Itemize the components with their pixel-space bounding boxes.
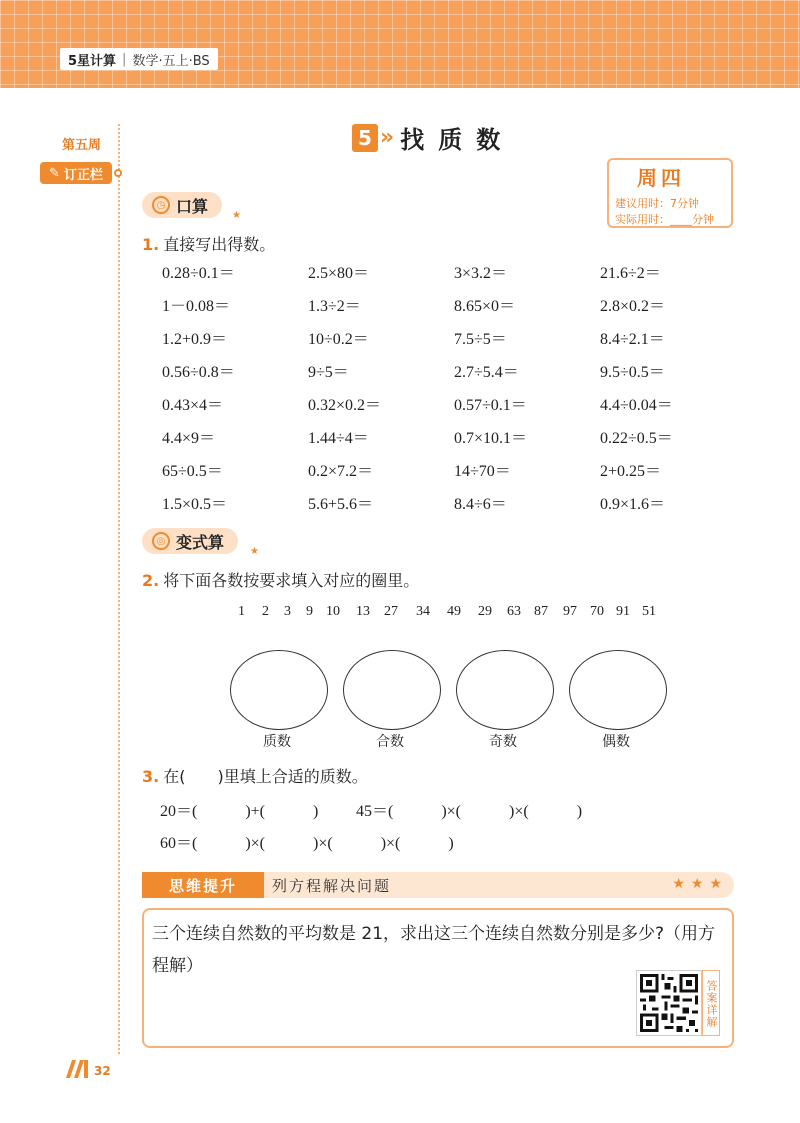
- arithmetic-item: 9.5÷0.5＝: [600, 364, 665, 381]
- answer-circle-composite[interactable]: [343, 650, 441, 730]
- question-3: [142, 764, 368, 787]
- arithmetic-item: 2.7÷5.4＝: [454, 364, 519, 381]
- suggested-time: 建议用时：7分钟: [615, 197, 699, 210]
- arithmetic-item: 3×3.2＝: [454, 265, 508, 282]
- question-3-text: 在( )里填上合适的质数。: [163, 767, 368, 786]
- arithmetic-item: 7.5÷5＝: [454, 331, 507, 348]
- circle-label-even: 偶数: [602, 734, 630, 750]
- brand-name: 5星计算: [68, 53, 117, 69]
- arithmetic-item: 0.2×7.2＝: [308, 463, 374, 480]
- arithmetic-item: 1－0.08＝: [162, 298, 231, 315]
- question-2-number: 2.: [142, 571, 160, 590]
- answer-circle-odd[interactable]: [456, 650, 554, 730]
- circle-label-composite: 合数: [376, 734, 404, 750]
- answer-circle-even[interactable]: [569, 650, 667, 730]
- arithmetic-item: 0.43×4＝: [162, 397, 224, 414]
- number-item: 1: [238, 604, 245, 619]
- lesson-title: [352, 120, 514, 155]
- arithmetic-item: 4.4×9＝: [162, 430, 216, 447]
- arithmetic-item: 0.9×1.6＝: [600, 496, 666, 513]
- arithmetic-item: 14÷70＝: [454, 463, 511, 480]
- number-item: 27: [384, 604, 398, 619]
- pencil-icon: ✎: [49, 165, 60, 181]
- arithmetic-item: 1.3÷2＝: [308, 298, 361, 315]
- number-item: 70: [590, 604, 604, 619]
- arithmetic-item: 0.57÷0.1＝: [454, 397, 527, 414]
- arithmetic-item: 65÷0.5＝: [162, 463, 223, 480]
- arithmetic-item: 0.32×0.2＝: [308, 397, 382, 414]
- target-icon: ◎: [152, 532, 170, 550]
- arithmetic-item: 1.2+0.9＝: [162, 331, 228, 348]
- circle-label-odd: 奇数: [489, 734, 517, 750]
- arithmetic-item: 8.4÷6＝: [454, 496, 507, 513]
- day-box: [607, 158, 733, 228]
- star-icon: ★: [250, 546, 259, 557]
- thinking-subtitle-bar: [258, 872, 734, 898]
- chevron-right-icon: »: [380, 125, 395, 150]
- arithmetic-item: 21.6÷2＝: [600, 265, 661, 282]
- equation-45: 45＝( )×( )×( ): [356, 803, 583, 820]
- number-item: 9: [306, 604, 313, 619]
- arithmetic-item: 9÷5＝: [308, 364, 349, 381]
- arithmetic-item: 0.28÷0.1＝: [162, 265, 235, 282]
- arithmetic-item: 2.5×80＝: [308, 265, 370, 282]
- thinking-tag: 思维提升: [142, 872, 264, 898]
- number-item: 3: [284, 604, 291, 619]
- number-item: 97: [563, 604, 577, 619]
- equation-60: 60＝( )×( )×( )×( ): [160, 835, 454, 852]
- number-item: 91: [616, 604, 630, 619]
- number-item: 49: [447, 604, 461, 619]
- arithmetic-item: 8.65×0＝: [454, 298, 516, 315]
- difficulty-stars: ★★★: [672, 876, 728, 892]
- star-icon: ★: [232, 210, 241, 221]
- question-2: [142, 568, 419, 591]
- arithmetic-item: 1.44÷4＝: [308, 430, 369, 447]
- correction-label: 订正栏: [63, 167, 103, 183]
- number-list: [238, 604, 662, 620]
- book-label: [60, 48, 218, 70]
- actual-time: 实际用时：____分钟: [615, 213, 714, 226]
- page-header: [0, 0, 800, 88]
- number-item: 51: [642, 604, 656, 619]
- thinking-subtitle: 列方程解决问题: [272, 876, 392, 895]
- day-name: 周四: [637, 166, 685, 190]
- qr-code-icon[interactable]: [636, 970, 702, 1036]
- thinking-problem: 三个连续自然数的平均数是 21，求出这三个连续自然数分别是多少?（用方程解）: [152, 924, 716, 976]
- number-item: 13: [356, 604, 370, 619]
- arithmetic-item: 2+0.25＝: [600, 463, 662, 480]
- answer-detail-label: 答案详解: [702, 970, 720, 1036]
- arithmetic-item: 0.7×10.1＝: [454, 430, 528, 447]
- arithmetic-item: 2.8×0.2＝: [600, 298, 666, 315]
- arithmetic-item: 4.4÷0.04＝: [600, 397, 673, 414]
- section-variant-label: 变式算: [176, 532, 225, 552]
- section-oral-label: 口算: [176, 196, 209, 216]
- week-label: 第五周: [62, 138, 102, 153]
- answer-circle-prime[interactable]: [230, 650, 328, 730]
- question-3-number: 3.: [142, 767, 160, 786]
- subject-label: 数学·五上·BS: [132, 53, 210, 69]
- page-number: 32: [94, 1064, 111, 1078]
- arithmetic-grid: [162, 262, 722, 526]
- arithmetic-item: 8.4÷2.1＝: [600, 331, 665, 348]
- book-stripes-icon: [64, 1058, 90, 1080]
- lesson-number: 5: [352, 124, 378, 152]
- correction-badge: [40, 162, 112, 184]
- question-1-text: 直接写出得数。: [163, 235, 276, 254]
- number-item: 87: [534, 604, 548, 619]
- correction-column-divider: [118, 124, 120, 1054]
- label-separator: |: [122, 51, 127, 67]
- number-item: 29: [478, 604, 492, 619]
- lesson-title-text: 找质数: [400, 126, 515, 154]
- question-1: [142, 232, 275, 255]
- arithmetic-item: 5.6+5.6＝: [308, 496, 374, 513]
- stopwatch-icon: ◷: [152, 196, 170, 214]
- number-item: 10: [326, 604, 340, 619]
- section-oral: [142, 192, 222, 218]
- number-item: 63: [507, 604, 521, 619]
- circle-label-prime: 质数: [263, 734, 291, 750]
- correction-dot: [114, 169, 122, 177]
- section-variant: [142, 528, 238, 554]
- number-item: 2: [262, 604, 269, 619]
- question-2-text: 将下面各数按要求填入对应的圈里。: [163, 571, 420, 590]
- arithmetic-item: 0.56÷0.8＝: [162, 364, 235, 381]
- equation-20: 20＝( )+( ): [160, 803, 319, 820]
- arithmetic-item: 10÷0.2＝: [308, 331, 369, 348]
- question-1-number: 1.: [142, 235, 160, 254]
- arithmetic-item: 1.5×0.5＝: [162, 496, 228, 513]
- arithmetic-item: 0.22÷0.5＝: [600, 430, 673, 447]
- number-item: 34: [416, 604, 430, 619]
